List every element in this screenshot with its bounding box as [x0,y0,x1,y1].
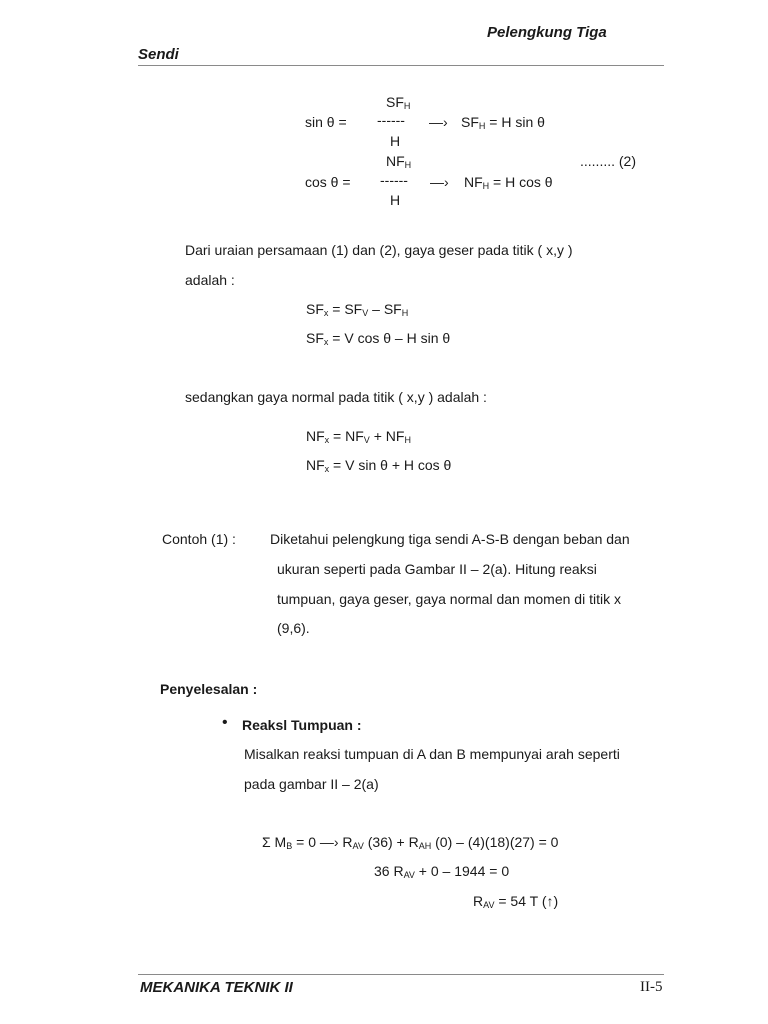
header-subtitle: Sendi [138,46,179,63]
solution-line-1: Misalkan reaksi tumpuan di A dan B mempunyai arah seperti [244,746,620,762]
formula-cos-lhs: cos θ = [305,174,351,190]
solution-subheading: Reaksl Tumpuan : [242,717,362,733]
formula-cos-fraction-bar: ------ [380,172,408,188]
formula-cos-denominator: H [390,192,401,208]
shear-force-equation-2: $SF_x = V$ cos θ – H sin θ [306,330,451,347]
shear-force-equation-1: $SF_x = SF_V - SF_H$ [306,301,409,318]
footer-title: MEKANIKA TEKNIK II [140,979,293,996]
normal-force-equation-1: $NF_x = NF_V + NF_H$ [306,428,411,445]
footer-rule [138,974,664,975]
example-line-1: Diketahui pelengkung tiga sendi A-S-B dengan beban dan [270,531,630,547]
moment-equation-2: 36 $R_{AV} + 0 - 1944 = 0$ [374,863,510,880]
solution-heading: Penyelesalan : [160,681,258,697]
example-line-4: (9,6). [277,620,310,636]
formula-cos-arrow: —› [430,174,449,190]
moment-equation-1: Σ $M_B = 0$ —› $R_{AV}$ $(36) + R_{AH}$ (0) – (4)(18)(27) = 0 [262,834,559,851]
bullet-icon: • [222,714,228,731]
formula-sin-denominator: H [390,133,401,149]
formula-sin-result: $SF_H = H$ sin θ [461,114,545,131]
equation-number: ......... (2) [580,153,637,169]
header-rule [138,65,664,66]
paragraph-2: sedangkan gaya normal pada titik ( x,y ) adalah : [185,389,487,405]
formula-sin-numerator: $SF_H$ [386,94,411,111]
paragraph-1-line-1: Dari uraian persamaan (1) dan (2), gaya geser pada titik ( x,y ) [185,242,573,258]
formula-sin-lhs: sin θ = [305,114,347,130]
example-label: Contoh (1) : [162,531,236,547]
page-number: II-5 [640,979,663,995]
formula-cos-numerator: $NF_H$ [386,153,412,170]
moment-equation-3: $R_{AV} = 54$ T (↑) [473,893,559,910]
solution-line-2: pada gambar II – 2(a) [244,776,379,792]
formula-cos-result: $NF_H = H$ cos θ [464,174,553,191]
formula-sin-fraction-bar: ------ [377,112,405,128]
example-line-2: ukuran seperti pada Gambar II – 2(a). Hitung reaksi [277,561,597,577]
normal-force-equation-2: $NF_x = V$ sin θ + H cos θ [306,457,452,474]
paragraph-1-line-2: adalah : [185,272,235,288]
header-title: Pelengkung Tiga [487,24,607,41]
example-line-3: tumpuan, gaya geser, gaya normal dan momen di titik x [277,591,621,607]
formula-sin-arrow: —› [429,114,448,130]
